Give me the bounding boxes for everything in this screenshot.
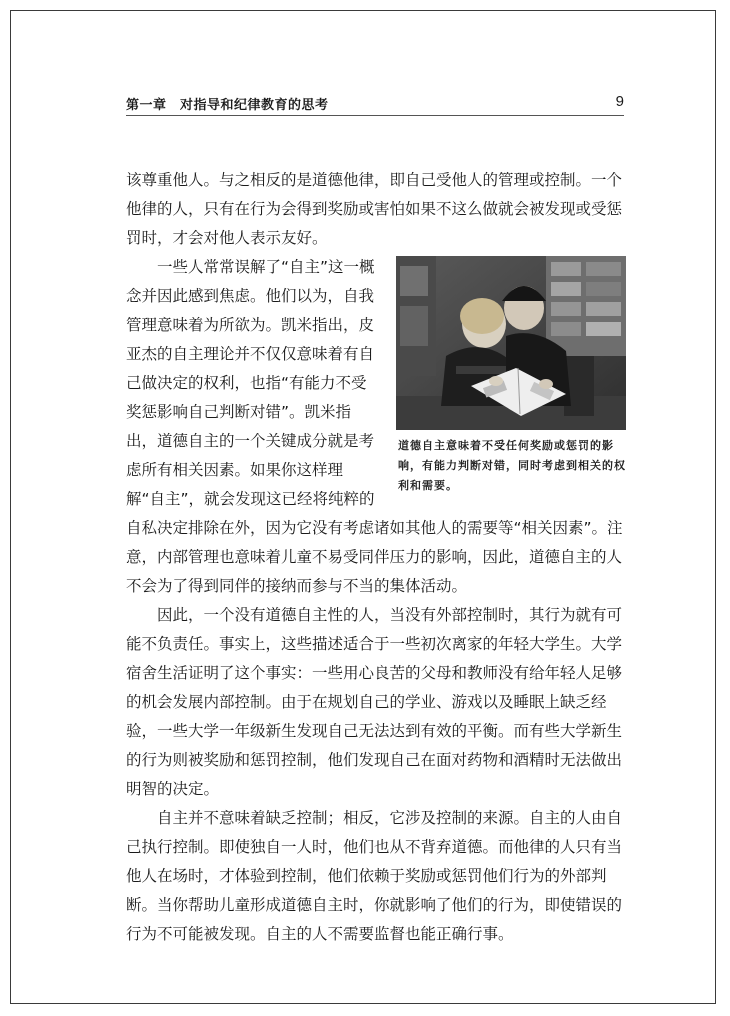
paragraph-3: 因此，一个没有道德自主性的人，当没有外部控制时，其行为就有可能不负责任。事实上，这些描述适合于一些初次离家的年轻大学生。大学宿舍生活证明了这个事实：一些用心良苦的父母和教师没有给年轻人足够的机会发展内部控制。由于在规划自己的学业、游戏以及睡眠上缺乏经验，一些大学一年级新生发现自己无法达到有效的平衡。而有些大学新生的行为则被奖励和惩罚控制，他们发现自己在面对药物和酒精时无法做出明智的决定。 [126, 606, 623, 798]
paragraph-4: 自主并不意味着缺乏控制；相反，它涉及控制的来源。自主的人由自己执行控制。即使独自一人时，他们也从不背弃道德。而他律的人只有当他人在场时，才体验到控制，他们依赖于奖励或惩罚他们行为的外部判断。当你帮助儿童形成道德自主时，你就影响了他们的行为，即使错误的行为不可能被发现。自主的人不需要监督也能正确行事。 [126, 809, 623, 943]
paragraph-2 [126, 253, 626, 601]
chapter-title: 第一章 对指导和纪律教育的思考 [126, 98, 329, 113]
paragraph-2-text: 一些人常常误解了“自主”这一概念并因此感到焦虑。他们以为，自我管理意味着为所欲为。凯米指出，皮亚杰的自主理论并不仅仅意味着有自己做决定的权利，也指“有能力不受奖惩影响自己判断对错”。凯米指出，道德自主的一个关键成分就是考虑所有相关因素。如果你这样理解“自主”，就会发现这已经将纯粹的自私决定排除在外，因为它没有考虑诸如其他人的需要等“相关因素”。注意，内部管理也意味着儿童不易受同伴压力的影响，因此，道德自主的人不会为了得到同伴的接纳而参与不当的集体活动。 [126, 258, 623, 595]
figure-caption: 道德自主意味着不受任何奖励或惩罚的影响，有能力判断对错，同时考虑到相关的权利和需要。 [398, 439, 626, 492]
page-number: 9 [615, 93, 624, 110]
paragraph-1: 该尊重他人。与之相反的是道德他律，即自己受他人的管理或控制。一个他律的人，只有在行为会得到奖励或害怕如果不这么做就会被发现或受惩罚时，才会对他人表示友好。 [126, 171, 623, 247]
body-text [126, 166, 626, 949]
figure [396, 256, 626, 496]
running-header [126, 94, 624, 114]
children-reading-photo [396, 256, 626, 430]
header-rule [126, 115, 624, 116]
